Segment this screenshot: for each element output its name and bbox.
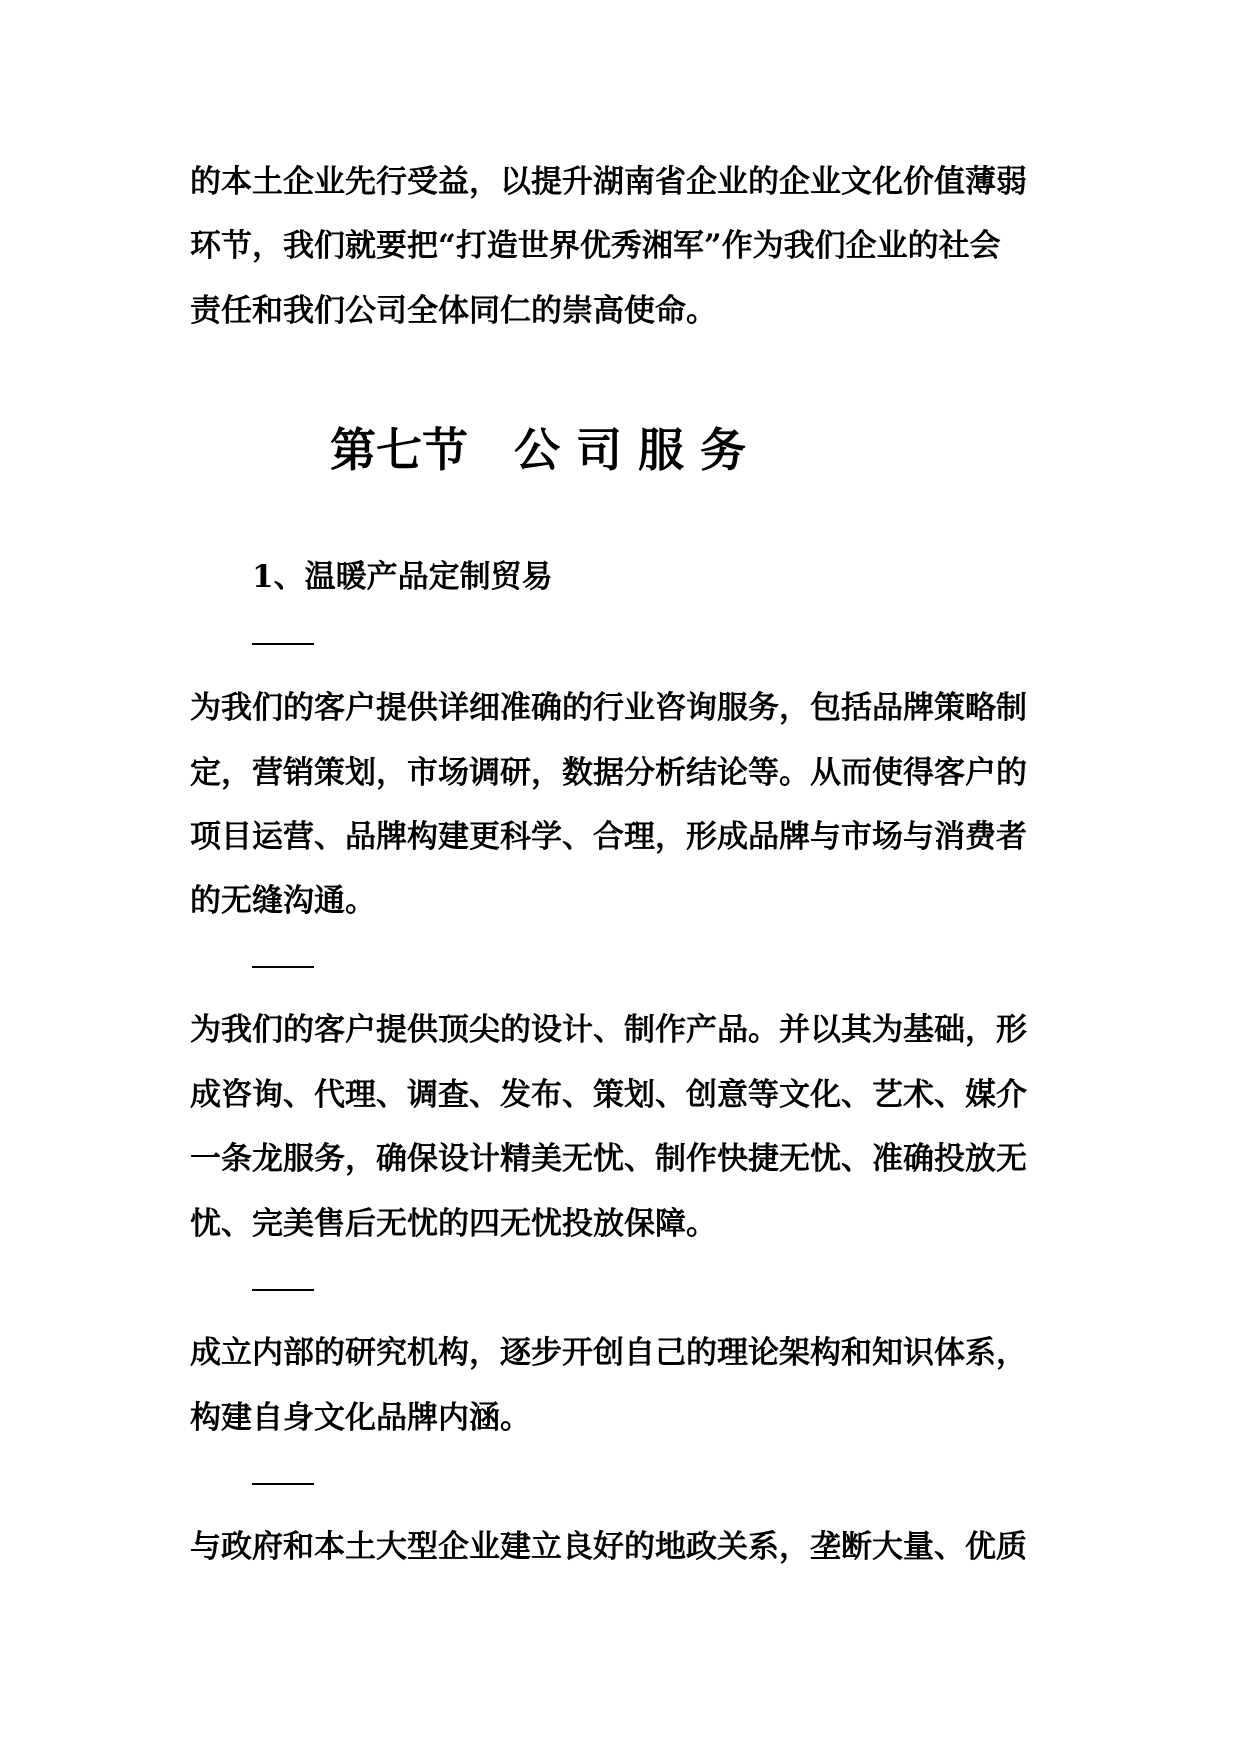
paragraph-3-dash bbox=[252, 1289, 314, 1291]
paragraph-2-line-1: 为我们的客户提供顶尖的设计、制作产品。并以其为基础，形 bbox=[190, 1012, 1027, 1048]
paragraph-2-line-2: 成咨询、代理、调查、发布、策划、创意等文化、艺术、媒介 bbox=[190, 1077, 1027, 1113]
paragraph-2-line-4: 忧、完美售后无忧的四无忧投放保障。 bbox=[190, 1206, 717, 1242]
paragraph-2-dash bbox=[252, 966, 314, 968]
intro-line-3: 责任和我们公司全体同仁的崇高使命。 bbox=[190, 293, 717, 329]
paragraph-1-line-1: 为我们的客户提供详细准确的行业咨询服务，包括品牌策略制 bbox=[190, 690, 1027, 726]
service-item-title: 1、温暖产品定制贸易 bbox=[252, 559, 553, 595]
intro-line-2: 环节，我们就要把“打造世界优秀湘军”作为我们企业的社会 bbox=[190, 228, 1001, 264]
paragraph-4-line-1: 与政府和本土大型企业建立良好的地政关系，垄断大量、优质 bbox=[190, 1529, 1027, 1565]
section-heading: 第七节 公 司 服 务 bbox=[330, 423, 747, 477]
paragraph-1-line-3: 项目运营、品牌构建更科学、合理，形成品牌与市场与消费者 bbox=[190, 819, 1027, 855]
paragraph-2-line-3: 一条龙服务，确保设计精美无忧、制作快捷无忧、准确投放无 bbox=[190, 1141, 1027, 1177]
paragraph-3-line-2: 构建自身文化品牌内涵。 bbox=[190, 1400, 531, 1436]
paragraph-4-dash bbox=[252, 1483, 314, 1485]
paragraph-1-line-4: 的无缝沟通。 bbox=[190, 883, 376, 919]
intro-line-1: 的本土企业先行受益，以提升湖南省企业的企业文化价值薄弱 bbox=[190, 164, 1027, 200]
paragraph-1-dash bbox=[252, 643, 314, 645]
paragraph-1-line-2: 定，营销策划，市场调研，数据分析结论等。从而使得客户的 bbox=[190, 755, 1027, 791]
paragraph-3-line-1: 成立内部的研究机构，逐步开创自己的理论架构和知识体系， bbox=[190, 1335, 1027, 1371]
